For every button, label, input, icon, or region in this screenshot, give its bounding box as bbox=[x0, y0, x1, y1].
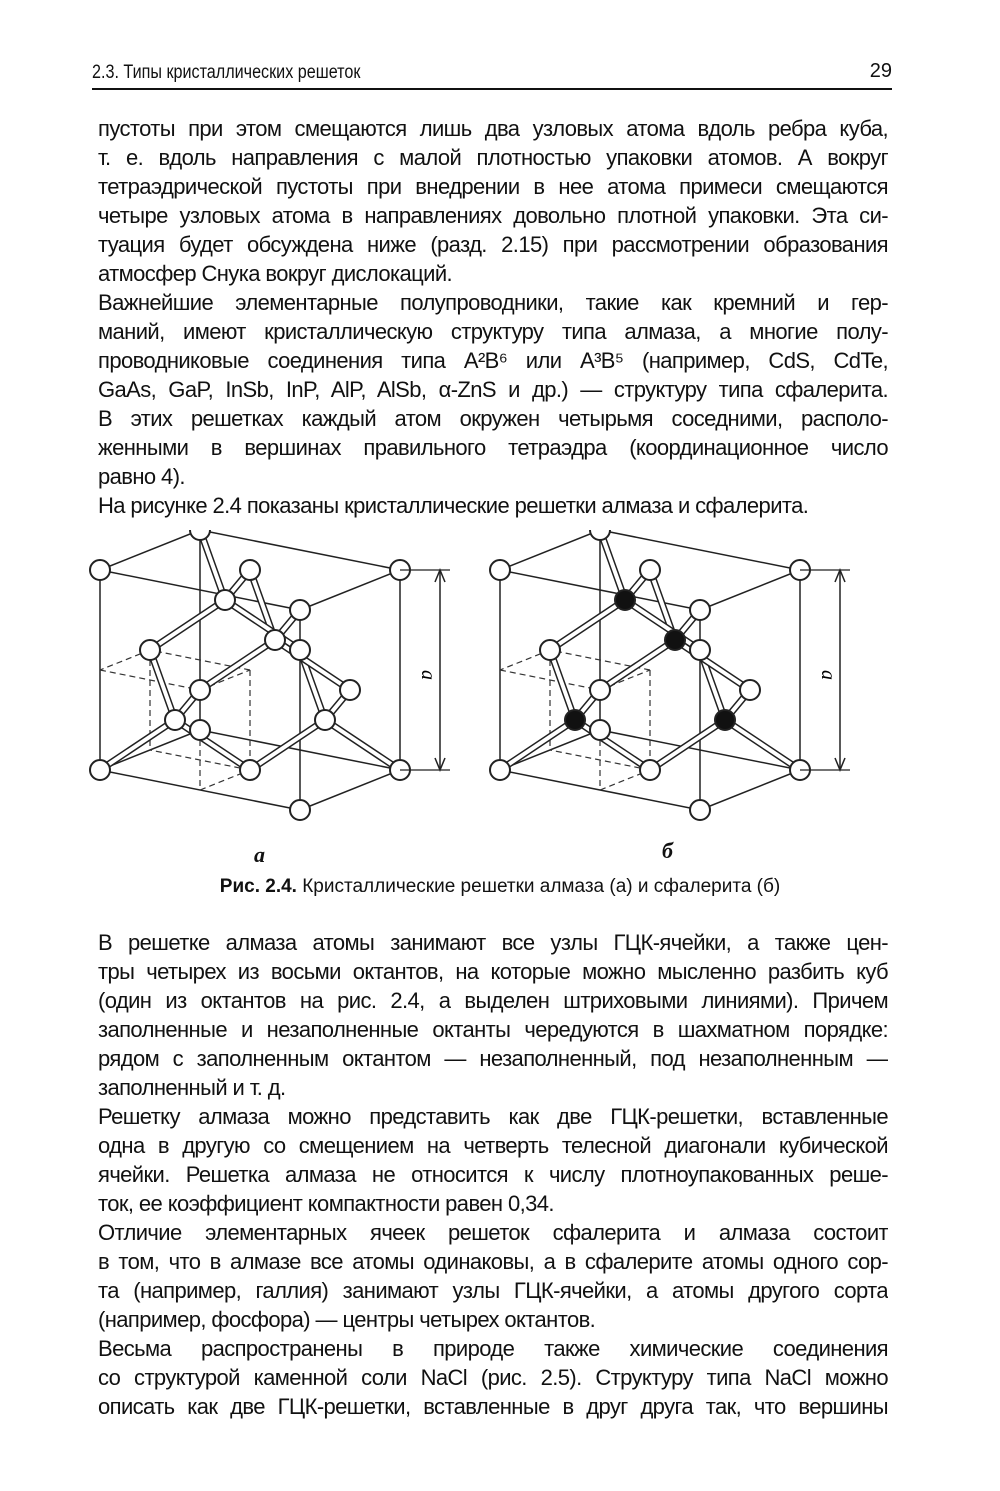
figure-crystal-lattices bbox=[80, 530, 900, 840]
cube-edge bbox=[600, 530, 800, 570]
bond-fill bbox=[550, 650, 575, 720]
text-line: равно 4). bbox=[98, 464, 185, 489]
bond-fill bbox=[250, 720, 325, 770]
caption-text: Кристаллические решетки алмаза (а) и сфалерита (б) bbox=[302, 876, 781, 897]
text-line: в том, что в алмазе все атомы одинаковы, а в сфалерите атомы одного сор- bbox=[98, 1249, 888, 1274]
text-line: проводниковые соединения типа A²B⁶ или A³B⁵ (например, CdS, CdTe, bbox=[98, 348, 888, 373]
atom bbox=[590, 720, 610, 740]
text-line: В этих решетках каждый атом окружен четырьмя соседними, располо- bbox=[98, 406, 888, 431]
atom bbox=[290, 800, 310, 820]
running-header bbox=[92, 60, 892, 90]
atom bbox=[190, 720, 210, 740]
paragraph-5 bbox=[98, 1102, 888, 1218]
text-line: туация будет обсуждена ниже (разд. 2.15) при рассмотрении образования bbox=[98, 232, 888, 257]
text-line: рядом с заполненным октантом — незаполненный, под незаполненным — bbox=[98, 1046, 888, 1071]
atom bbox=[640, 560, 660, 580]
text-line: Отличие элементарных ячеек решеток сфалерита и алмаза состоит bbox=[98, 1220, 888, 1245]
text-line: ток, ее коэффициент компактности равен 0,34. bbox=[98, 1191, 554, 1216]
cube-edge bbox=[100, 530, 200, 570]
text-line: Решетку алмаза можно представить как две ГЦК-решетки, вставленные bbox=[98, 1104, 888, 1129]
atom-dark bbox=[615, 590, 635, 610]
text-line: одна в другую со смещением на четверть телесной диагонали кубической bbox=[98, 1133, 888, 1158]
atom bbox=[165, 710, 185, 730]
figure-label-a: а bbox=[254, 842, 265, 867]
text-line: заполненный и т. д. bbox=[98, 1075, 286, 1100]
text-line: пустоты при этом смещаются лишь два узловых атома вдоль ребра куба, bbox=[98, 116, 888, 141]
atom bbox=[590, 680, 610, 700]
cube-edge bbox=[500, 530, 600, 570]
bond-fill bbox=[600, 530, 625, 600]
paragraph-7 bbox=[98, 1334, 888, 1421]
atom bbox=[315, 710, 335, 730]
figure-caption bbox=[0, 876, 1000, 898]
atom-dark bbox=[715, 710, 735, 730]
text-line: та (например, галлия) занимают узлы ГЦК-ячейки, а атомы другого сорта bbox=[98, 1278, 888, 1303]
paragraph-6 bbox=[98, 1218, 888, 1334]
bond-fill bbox=[600, 640, 675, 690]
atom bbox=[590, 530, 610, 540]
bond-fill bbox=[150, 650, 175, 720]
cube-edge bbox=[700, 770, 800, 810]
text-line: ячейки. Решетка алмаза не относится к числу плотноупакованных реше- bbox=[98, 1162, 888, 1187]
atom bbox=[540, 640, 560, 660]
cube-edge bbox=[300, 570, 400, 610]
text-line: GaAs, GaP, InSb, InP, AlP, AlSb, α-ZnS и др.) — структуру типа сфалерита. bbox=[98, 377, 888, 402]
atom bbox=[215, 590, 235, 610]
atom bbox=[140, 640, 160, 660]
cube-edge bbox=[200, 530, 400, 570]
atom bbox=[340, 680, 360, 700]
atom bbox=[490, 760, 510, 780]
text-line: В решетке алмаза атомы занимают все узлы ГЦК-ячейки, а также цен- bbox=[98, 930, 888, 955]
dimension-label: a bbox=[817, 670, 839, 680]
atom bbox=[90, 760, 110, 780]
cube-edge bbox=[300, 770, 400, 810]
paragraph-2 bbox=[98, 288, 888, 491]
bond-fill bbox=[200, 640, 275, 690]
cube-edge bbox=[700, 570, 800, 610]
atom bbox=[740, 680, 760, 700]
text-line: тетраэдрической пустоты при внедрении в нее атома примеси смещаются bbox=[98, 174, 888, 199]
page-number: 29 bbox=[869, 60, 892, 82]
dimension-label: a bbox=[417, 670, 439, 680]
text-line: со структурой каменной соли NaCl (рис. 2.5). Структуру типа NaCl можно bbox=[98, 1365, 888, 1390]
atom-dark bbox=[665, 630, 685, 650]
text-line: (один из октантов на рис. 2.4, а выделен штриховыми линиями). Причем bbox=[98, 988, 888, 1013]
text-line: атмосфер Снука вокруг дислокаций. bbox=[98, 261, 453, 286]
atom bbox=[190, 680, 210, 700]
text-line: Важнейшие элементарные полупроводники, такие как кремний и гер- bbox=[98, 290, 888, 315]
text-line: Весьма распространены в природе также химические соединения bbox=[98, 1336, 888, 1361]
atom bbox=[290, 600, 310, 620]
text-line: четыре узловых атома в направлениях довольно плотной упаковки. Эта си- bbox=[98, 203, 888, 228]
text-line: тры четырех из восьми октантов, на которые можно мысленно разбить куб bbox=[98, 959, 888, 984]
text-line: На рисунке 2.4 показаны кристаллические решетки алмаза и сфалерита. bbox=[98, 493, 809, 518]
bond-fill bbox=[200, 530, 225, 600]
atom bbox=[265, 630, 285, 650]
bond-fill bbox=[550, 600, 625, 650]
figure-label-b: б bbox=[662, 838, 673, 863]
bond-fill bbox=[650, 720, 725, 770]
atom bbox=[240, 560, 260, 580]
text-line: заполненные и незаполненные октанты чередуются в шахматном порядке: bbox=[98, 1017, 888, 1042]
bond-fill bbox=[150, 600, 225, 650]
paragraph-3 bbox=[98, 491, 888, 520]
atom bbox=[90, 560, 110, 580]
bond-fill bbox=[175, 720, 250, 770]
text-line: (например, фосфора) — центры четырех октантов. bbox=[98, 1307, 596, 1332]
atom bbox=[690, 600, 710, 620]
atom bbox=[190, 530, 210, 540]
atom bbox=[690, 800, 710, 820]
bond-fill bbox=[575, 720, 650, 770]
atom bbox=[640, 760, 660, 780]
atom bbox=[490, 560, 510, 580]
paragraph-1 bbox=[98, 114, 888, 288]
atom bbox=[290, 640, 310, 660]
section-title: 2.3. Типы кристаллических решеток bbox=[92, 62, 361, 83]
text-line: описать как две ГЦК-решетки, вставленные в друг друга так, что вершины bbox=[98, 1394, 888, 1419]
caption-number: Рис. 2.4. bbox=[219, 876, 297, 897]
atom bbox=[690, 640, 710, 660]
atom bbox=[240, 760, 260, 780]
text-line: женными в вершинах правильного тетраэдра (координационное число bbox=[98, 435, 888, 460]
text-line: маний, имеют кристаллическую структуру типа алмаза, а многие полу- bbox=[98, 319, 888, 344]
text-line: т. е. вдоль направления с малой плотностью упаковки атомов. А вокруг bbox=[98, 145, 888, 170]
atom-dark bbox=[565, 710, 585, 730]
paragraph-4 bbox=[98, 928, 888, 1102]
